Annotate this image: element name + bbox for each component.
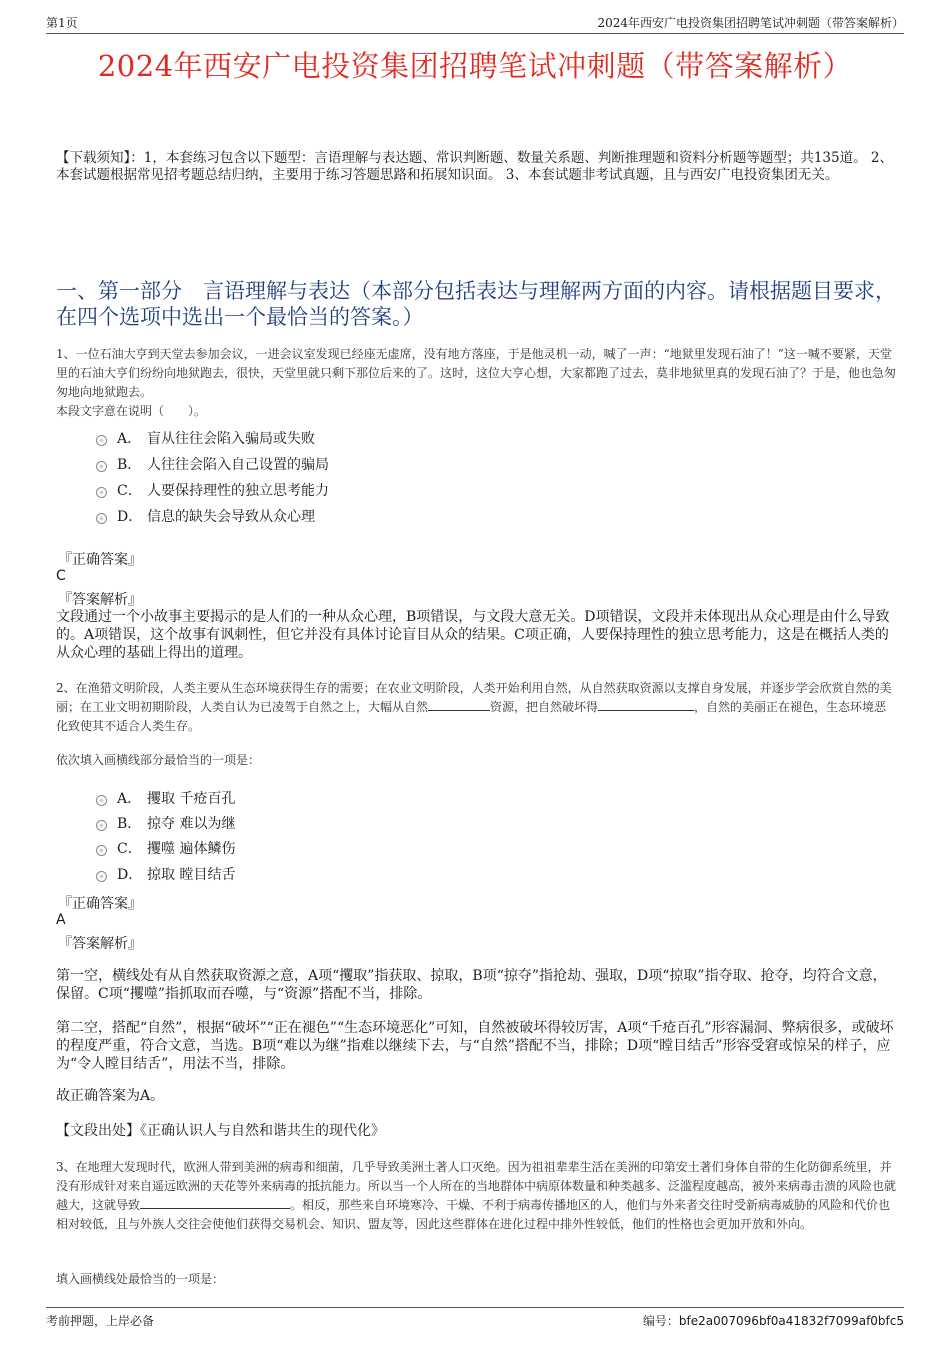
q2-source: 【文段出处】《正确认识人与自然和谐共生的现代化》 — [56, 1123, 385, 1139]
q1-analysis: 文段通过一个小故事主要揭示的是人们的一种从众心理，B项错误，与文段大意无关。D项错误，文段并未体现出从众心理是由什么导致的。A项错误，这个故事有讽刺性，但它并没有具体讨论盲目从众的结果。C项正确，人要保持理性的独立思考能力，这是在概括人类的从众心理的基础上得出的道理。 — [56, 609, 890, 661]
q2-conclusion: 故正确答案为A。 — [56, 1088, 165, 1104]
q1-analysis-label: 『答案解析』 — [58, 592, 142, 608]
q1-option-d[interactable]: D． 信息的缺失会导致从众心理 — [96, 506, 315, 526]
section-title: 一、第一部分 言语理解与表达（本部分包括表达与理解两方面的内容。请根据题目要求，在四个选项中选出一个最恰当的答案。） — [56, 279, 896, 329]
document-title: 2024年西安广电投资集团招聘笔试冲刺题（带答案解析） — [97, 49, 853, 83]
q1-answer: C — [56, 568, 66, 584]
q2-option-c[interactable]: C． 攫噬 遍体鳞伤 — [96, 838, 235, 858]
q1-answer-label: 『正确答案』 — [58, 552, 142, 568]
q1-option-c[interactable]: C． 人要保持理性的独立思考能力 — [96, 480, 329, 500]
radio-icon[interactable] — [96, 487, 107, 498]
q2-option-a[interactable]: A． 攫取 千疮百孔 — [96, 788, 235, 808]
footer-divider — [46, 1307, 904, 1308]
blank-line — [140, 1196, 290, 1209]
radio-icon[interactable] — [96, 461, 107, 472]
header-divider — [46, 33, 904, 34]
radio-icon[interactable] — [96, 845, 107, 856]
q2-ask: 依次填入画横线部分最恰当的一项是： — [56, 753, 261, 767]
radio-icon[interactable] — [96, 820, 107, 831]
radio-icon[interactable] — [96, 513, 107, 524]
q1-option-a[interactable]: A． 盲从往往会陷入骗局或失败 — [96, 428, 315, 448]
q2-analysis-p2: 第二空，搭配“自然”，根据“破坏”“正在褪色”“生态环境恶化”可知，自然被破坏得较厉害，A项“千疮百孔”形容漏洞、弊病很多，或破坏的程度严重，符合文意，当选。B项“难以为继”指难以继续下去，与“自然”搭配不当，排除；D项“瞠目结舌”形容受窘或惊呆的样子，应为“令人瞠目结舌”，用法不当，排除。 — [56, 1020, 894, 1072]
q1-ask: 本段文字意在说明（ ）。 — [56, 404, 207, 418]
q1-option-b[interactable]: B． 人往往会陷入自己设置的骗局 — [96, 454, 329, 474]
q3-stem: 3、在地理大发现时代，欧洲人带到美洲的病毒和细菌，几乎导致美洲土著人口灭绝。因为祖祖辈辈生活在美洲的印第安土著们身体自带的生化防御系统里，并没有形成针对来自遥远欧洲的天花等外来病毒的抵抗能力。所以当一个人所在的当地群体中病原体数量和种类越多、泛滥程度越高，被外来病毒击溃的风险也就越大，这就导致 。相反，那些来自环境寒冷、干燥、不利于病毒传播地区的人，他们与外来者交往时受新病毒威胁的风险和代价也相对较低，且与外族人交往会使他们获得交易机会、知识、盟友等，因此这些群体在进化过程中排外性较低，他们的性格也会更加开放和外向。 — [56, 1160, 897, 1231]
page-number: 第1页 — [46, 16, 78, 30]
q2-answer-label: 『正确答案』 — [58, 896, 142, 912]
download-notice: 【下载须知】：1，本套练习包含以下题型：言语理解与表达题、常识判断题、数量关系题、判断推理题和资料分析题等题型；共135道。 2、本套试题根据常见招考题总结归纳，主要用于练习答题思路和拓展知识面。 3、本套试题非考试真题，且与西安广电投资集团无关。 — [56, 150, 893, 183]
q2-option-b[interactable]: B． 掠夺 难以为继 — [96, 813, 235, 833]
footer-doc-id: 编号：bfe2a007096bf0a41832f7099af0bfc5 — [642, 1314, 904, 1328]
q2-answer: A — [56, 912, 66, 928]
q2-stem: 2、在渔猎文明阶段，人类主要从生态环境获得生存的需要；在农业文明阶段，人类开始利用自然，从自然获取资源以支撑自身发展，并逐步学会欣赏自然的美丽；在工业文明初期阶段，人类自认为已凌驾于自然之上，大幅从自然 资源，把自然破坏得 ，自然的美丽正在褪色，生态环境恶化致使其不适合人类生存。 — [56, 681, 892, 733]
blank-line — [598, 698, 694, 711]
header-doc-title: 2024年西安广电投资集团招聘笔试冲刺题（带答案解析） — [597, 16, 904, 30]
footer-slogan: 考前押题，上岸必备 — [46, 1314, 155, 1328]
q2-analysis-p1: 第一空，横线处有从自然获取资源之意，A项“攫取”指获取、掠取，B项“掠夺”指抢劫、强取，D项“掠取”指夺取、抢夺，均符合文意，保留。C项“攫噬”指抓取而吞噬，与“资源”搭配不当，排除。 — [56, 968, 887, 1002]
q2-analysis-label: 『答案解析』 — [58, 936, 142, 952]
blank-line — [428, 698, 490, 711]
q3-ask: 填入画横线处最恰当的一项是： — [56, 1272, 225, 1286]
radio-icon[interactable] — [96, 795, 107, 806]
q2-option-d[interactable]: D． 掠取 瞠目结舌 — [96, 864, 235, 884]
radio-icon[interactable] — [96, 435, 107, 446]
q1-stem: 1、一位石油大亨到天堂去参加会议，一进会议室发现已经座无虚席，没有地方落座，于是他灵机一动，喊了一声：“地狱里发现石油了！”这一喊不要紧，天堂里的石油大亨们纷纷向地狱跑去，很快，天堂里就只剩下那位后来的了。这时，这位大亨心想，大家都跑了过去，莫非地狱里真的发现石油了？于是，他也急匆匆地向地狱跑去。 — [56, 347, 897, 399]
radio-icon[interactable] — [96, 871, 107, 882]
